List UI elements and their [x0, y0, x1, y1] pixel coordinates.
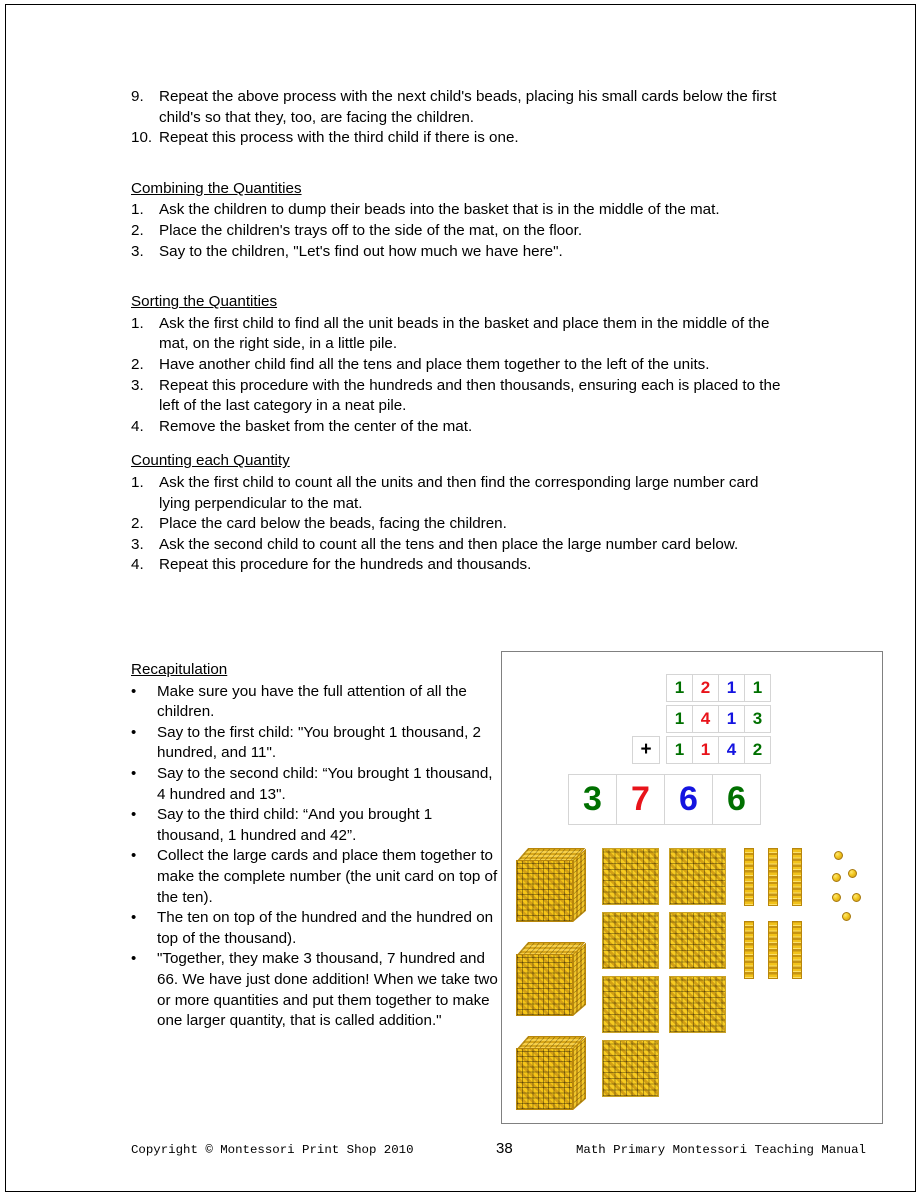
- continued-steps-list: [131, 87, 791, 149]
- small-card-units: 2: [744, 736, 771, 764]
- list-item-number: 4.: [131, 556, 144, 574]
- cube-front-face: [516, 954, 573, 1016]
- unit-bead-icon: [848, 869, 857, 878]
- bullet-icon: •: [131, 764, 137, 782]
- large-card-units: 6: [712, 774, 761, 825]
- ten-bar-icon: [744, 921, 754, 979]
- list-item-number: 2.: [131, 355, 144, 373]
- bullet-icon: •: [131, 950, 137, 968]
- recapitulation-bullet-list: [131, 682, 503, 1032]
- spacer: [131, 437, 791, 451]
- bullet-icon: •: [131, 723, 137, 741]
- list-item-text: Ask the children to dump their beads into the basket that is in the middle of the mat.: [159, 201, 720, 219]
- cube-front-face: [516, 860, 573, 922]
- list-item-text: Ask the first child to count all the units and then find the corresponding large number card lying perpendicular to the mat.: [159, 473, 759, 512]
- list-item-text: Repeat the above process with the next child's beads, placing his small cards below the first child's so that they, too, are facing the children.: [159, 88, 777, 126]
- unit-beads-column: [830, 848, 880, 928]
- list-item-text: Remove the basket from the center of the mat.: [159, 417, 473, 435]
- thousand-cube-icon: [516, 1036, 584, 1111]
- small-card-tens: 1: [718, 705, 745, 733]
- ten-bar-icon: [744, 848, 754, 906]
- section-heading: Counting each Quantity: [131, 452, 290, 470]
- list-item-text: Say to the first child: "You brought 1 thousand, 2 hundred, and 11".: [157, 723, 481, 762]
- unit-bead-icon: [832, 893, 841, 902]
- hundred-square-row: [602, 848, 726, 912]
- hundred-square-icon: [602, 912, 659, 969]
- list-item: [131, 87, 791, 128]
- plus-sign-icon: +: [632, 736, 660, 764]
- list-item: [131, 128, 791, 149]
- hundred-square-icon: [602, 848, 659, 905]
- list-item-text: Say to the children, "Let's find out how much we have here".: [159, 242, 563, 260]
- unit-bead-icon: [832, 873, 841, 882]
- list-item: [131, 908, 503, 949]
- list-item: [131, 949, 503, 1031]
- section-heading: Sorting the Quantities: [131, 293, 278, 311]
- document-body: [131, 87, 791, 576]
- hundred-square-row: [602, 1040, 726, 1104]
- small-card-units: 3: [744, 705, 771, 733]
- hundred-squares-column: [602, 848, 726, 1104]
- list-item-text: Repeat this procedure with the hundreds and then thousands, ensuring each is placed to the left of the last category in a neat pile.: [159, 376, 781, 415]
- ten-bars-column: [744, 848, 802, 979]
- small-card-hundreds: 4: [692, 705, 719, 733]
- ten-bar-icon: [768, 921, 778, 979]
- cube-side-face: [573, 943, 586, 1016]
- large-card-tens: 6: [664, 774, 713, 825]
- list-item: [131, 535, 791, 556]
- list-item: [131, 376, 791, 417]
- list-item: [131, 764, 503, 805]
- list-item: [131, 682, 503, 723]
- list-item: [131, 242, 791, 263]
- list-item-number: 1.: [131, 314, 144, 332]
- small-card-row-first-child: [666, 674, 770, 702]
- section-counting-each-quantity: [131, 451, 791, 576]
- ten-bar-icon: [792, 921, 802, 979]
- unit-bead-icon: [834, 851, 843, 860]
- list-item-number: 3.: [131, 376, 144, 394]
- unit-bead-icon: [842, 912, 851, 921]
- large-card-hundreds: 7: [616, 774, 665, 825]
- hundred-square-icon: [602, 1040, 659, 1097]
- unit-bead-icon: [852, 893, 861, 902]
- large-number-cards-group: [568, 774, 760, 825]
- list-item-number: 1.: [131, 201, 144, 219]
- list-item-text: Make sure you have the full attention of all the children.: [157, 682, 467, 721]
- footer-copyright: Copyright © Montessori Print Shop 2010: [131, 1143, 414, 1157]
- hundred-square-icon: [669, 848, 726, 905]
- cube-side-face: [573, 849, 586, 922]
- list-item-number: 10.: [131, 129, 153, 147]
- small-card-tens: 1: [718, 674, 745, 702]
- list-item-text: Place the card below the beads, facing the children.: [159, 515, 507, 533]
- thousand-cubes-column: [516, 848, 584, 1130]
- section-steps-list: [131, 314, 791, 438]
- small-card-thousands: 1: [666, 736, 693, 764]
- list-item: [131, 723, 503, 764]
- list-item: [131, 473, 791, 514]
- small-card-row-third-child: [666, 736, 770, 764]
- list-item-number: 1.: [131, 473, 144, 491]
- list-item: [131, 221, 791, 242]
- ten-bar-icon: [768, 848, 778, 906]
- bullet-icon: •: [131, 909, 137, 927]
- list-item-text: Collect the large cards and place them together to make the complete number (the unit card on top of the ten).: [157, 847, 498, 906]
- bullet-icon: •: [131, 682, 137, 700]
- list-item-text: Have another child find all the tens and place them together to the left of the units.: [159, 355, 710, 373]
- hundred-square-icon: [669, 976, 726, 1033]
- section-heading: Combining the Quantities: [131, 179, 302, 197]
- list-item: [131, 200, 791, 221]
- golden-bead-illustration: [501, 651, 883, 1124]
- hundred-square-icon: [669, 912, 726, 969]
- section-sorting-the-quantities: [131, 292, 791, 437]
- list-item-number: 2.: [131, 515, 144, 533]
- list-item-text: Say to the third child: “And you brought 1 thousand, 1 hundred and 42”.: [157, 806, 433, 844]
- bead-material-group: [502, 848, 882, 1123]
- bullet-icon: •: [131, 847, 137, 865]
- section-heading: Recapitulation: [131, 661, 228, 678]
- list-item-text: "Together, they make 3 thousand, 7 hundred and 66. We have just done addition! When we take two or more quantities and put them together to make one larger quantity, that is called addition.": [157, 950, 498, 1030]
- cube-front-face: [516, 1048, 573, 1110]
- list-item-number: 4.: [131, 417, 144, 435]
- list-item-text: Ask the second child to count all the tens and then place the large number card below.: [159, 535, 739, 553]
- ten-bar-icon: [792, 848, 802, 906]
- ten-bar-row: [744, 848, 802, 906]
- ten-bar-row: [744, 921, 802, 979]
- cube-side-face: [573, 1037, 586, 1110]
- list-item-text: Repeat this process with the third child if there is one.: [159, 129, 519, 147]
- list-item-number: 9.: [131, 88, 144, 105]
- list-item: [131, 805, 503, 846]
- section-combining-the-quantities: [131, 179, 791, 262]
- list-item: [131, 417, 791, 438]
- list-item-text: Ask the first child to find all the unit beads in the basket and place them in the middle of the mat, on the right side, in a little pile.: [159, 314, 770, 353]
- list-item-text: Say to the second child: “You brought 1 thousand, 4 hundred and 13".: [157, 764, 493, 803]
- list-item-text: Place the children's trays off to the side of the mat, on the floor.: [159, 221, 583, 239]
- spacer: [131, 262, 791, 292]
- list-item-number: 2.: [131, 221, 144, 239]
- small-card-thousands: 1: [666, 674, 693, 702]
- section-steps-list: [131, 200, 791, 262]
- section-recapitulation: [131, 660, 503, 1032]
- list-item: [131, 355, 791, 376]
- small-card-hundreds: 2: [692, 674, 719, 702]
- page-frame: [5, 4, 916, 1192]
- small-card-tens: 4: [718, 736, 745, 764]
- list-item: [131, 846, 503, 908]
- small-card-hundreds: 1: [692, 736, 719, 764]
- footer-page-number: 38: [496, 1140, 513, 1157]
- thousand-cube-icon: [516, 942, 584, 1017]
- spacer: [131, 149, 791, 179]
- hundred-square-row: [602, 976, 726, 1040]
- footer-manual-title: Math Primary Montessori Teaching Manual: [576, 1143, 866, 1157]
- thousand-cube-icon: [516, 848, 584, 923]
- hundred-square-icon: [602, 976, 659, 1033]
- list-item: [131, 555, 791, 576]
- bullet-icon: •: [131, 806, 137, 824]
- hundred-square-row: [602, 912, 726, 976]
- list-item-text: Repeat this procedure for the hundreds and thousands.: [159, 556, 532, 574]
- section-steps-list: [131, 473, 791, 576]
- list-item-number: 3.: [131, 535, 144, 553]
- small-card-row-second-child: [666, 705, 770, 733]
- list-item-number: 3.: [131, 242, 144, 260]
- small-card-thousands: 1: [666, 705, 693, 733]
- list-item: [131, 514, 791, 535]
- list-item: [131, 314, 791, 355]
- large-card-thousands: 3: [568, 774, 617, 825]
- list-item-text: The ten on top of the hundred and the hundred on top of the thousand).: [157, 909, 494, 947]
- small-card-units: 1: [744, 674, 771, 702]
